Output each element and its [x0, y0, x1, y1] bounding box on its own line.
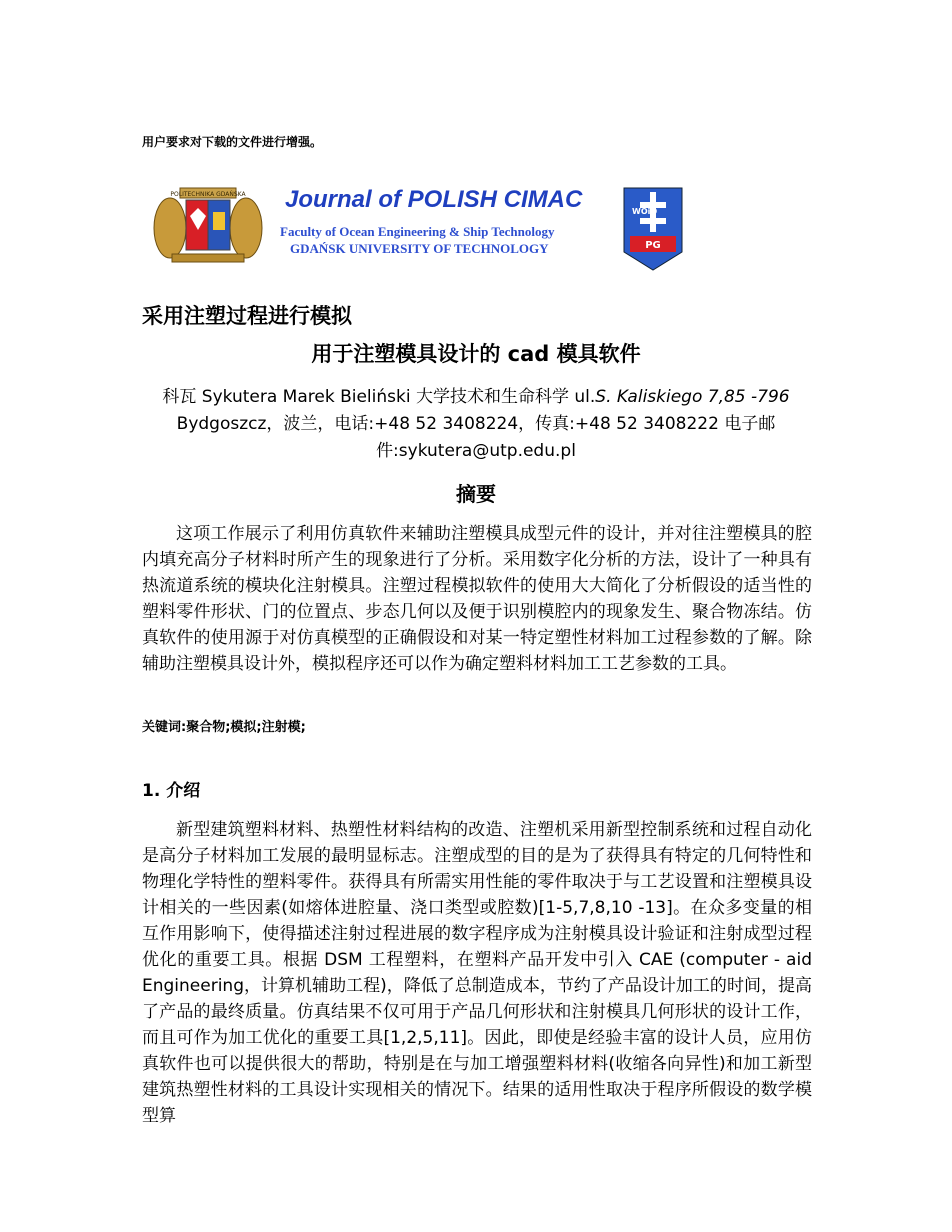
download-note: 用户要求对下载的文件进行增强。 [142, 135, 323, 149]
section-heading-introduction: 1. 介绍 [142, 781, 201, 801]
author-affiliation [142, 384, 810, 465]
journal-banner [150, 182, 690, 274]
authors-part1: 科瓦 Sykutera Marek Bieliński 大学技术和生命科学 ul. [162, 387, 596, 407]
paper-title-line1: 采用注塑过程进行模拟 [142, 304, 352, 328]
faculty-logo-icon [620, 184, 686, 272]
university-name: GDAŃSK UNIVERSITY OF TECHNOLOGY [290, 241, 549, 256]
university-crest-icon [150, 182, 266, 270]
authors-part2: Bydgoszcz，波兰，电话:+48 52 3408224，传真:+48 52 3408222 电子邮件:sykutera@utp.edu.pl [176, 414, 776, 461]
paper-title-line2: 用于注塑模具设计的 cad 模具软件 [311, 342, 641, 366]
journal-title: Journal of POLISH CIMAC [285, 186, 583, 213]
crest-lettering: POLITECHNIKA GDAŃSKA [170, 191, 246, 198]
abstract-text: 这项工作展示了利用仿真软件来辅助注塑模具成型元件的设计，并对往注塑模具的腔内填充高分子材料时所产生的现象进行了分析。采用数字化分析的方法，设计了一种具有热流道系统的模块化注射模具。注塑过程模拟软件的使用大大简化了分析假设的适当性的塑料零件形状、门的位置点、步态几何以及便于识别模腔内的现象发生、聚合物冻结。仿真软件的使用源于对仿真模型的正确假设和对某一特定塑性材料加工过程参数的了解。除辅助注塑模具设计外，模拟程序还可以作为确定塑料材料加工工艺参数的工具。 [142, 524, 812, 674]
authors-address: S. Kaliskiego 7,85 -796 [595, 387, 790, 407]
logo-pg-label: PG [645, 240, 661, 251]
logo-wdio-label: WOiO [632, 207, 658, 216]
faculty-name: Faculty of Ocean Engineering & Ship Technology [280, 224, 555, 239]
abstract-heading: 摘要 [456, 482, 496, 506]
introduction-text: 新型建筑塑料材料、热塑性材料结构的改造、注塑机采用新型控制系统和过程自动化是高分子材料加工发展的最明显标志。注塑成型的目的是为了获得具有特定的几何特性和物理化学特性的塑料零件。获得具有所需实用性能的零件取决于与工艺设置和注塑模具设计相关的一些因素(如熔体进腔量、浇口类型或腔数)[1-5,7,8,10 -13]。在众多变量的相互作用影响下，使得描述注射过程进展的数字程序成为注射模具设计验证和注射成型过程优化的重要工具。根据 DSM 工程塑料，在塑料产品开发中引入 CAE (computer - aid Engineering，计算机辅助工程)，降低了总制造成本，节约了产品设计加工的时间，提高了产品的最终质量。仿真结果不仅可用于产品几何形状和注射模具几何形状的设计工作，而且可作为加工优化的重要工具[1,2,5,11]。因此，即使是经验丰富的设计人员，应用仿真软件也可以提供很大的帮助，特别是在与加工增强塑料材料(收缩各向异性)和加工新型建筑热塑性材料的工具设计实现相关的情况下。结果的适用性取决于程序所假设的数学模型算 [142, 820, 812, 1126]
keywords: 关键词:聚合物;模拟;注射模; [142, 720, 306, 735]
